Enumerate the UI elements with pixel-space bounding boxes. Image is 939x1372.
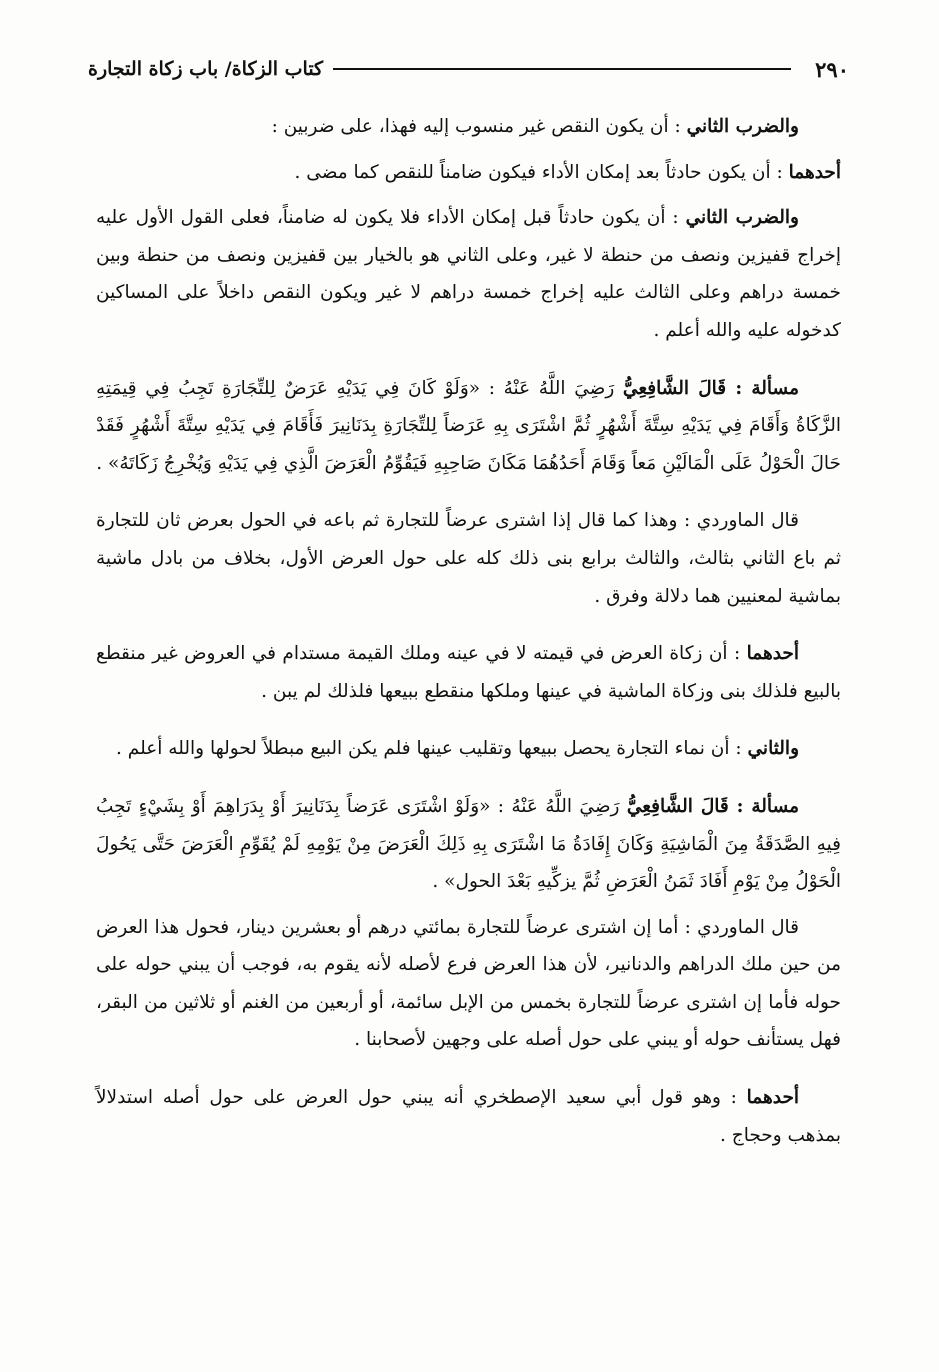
paragraph: [96, 154, 841, 192]
header-rule: [333, 68, 791, 70]
paragraph-lead: والضرب الثاني: [685, 207, 799, 229]
paragraph-text: : أن زكاة العرض في قيمته لا في عينه وملك القيمة مستدام في العروض غير منقطع بالبيع فلذلك بنى وزكاة الماشية في عينها وملكها منقطع ببيعها فلذلك لم يبن .: [96, 643, 841, 702]
paragraph-text: قال الماوردي : أما إن اشترى عرضاً للتجارة بمائتي درهم أو بعشرين دينار، فحول هذا العرض من حين ملك الدراهم والدنانير، لأن هذا العرض فرع لأصله لأنه يقوم به، فوجب أن يبني حوله على حوله فأما إن اشترى عرضاً للتجارة بخمس من الإبل سائمة، أو أربعين من الغنم أو ثلاثين من البقر، فهل يستأنف حوله أو يبني على حول أصله على وجهين لأصحابنا .: [96, 916, 841, 1051]
paragraph-lead: أحدهما: [746, 643, 799, 665]
paragraph: [96, 1079, 841, 1154]
paragraph-text: رَضِيَ اللَّهُ عَنْهُ : «وَلَوْ كَانَ فِي يَدَيْهِ عَرَضٌ لِلتِّجَارَةِ تَجِبُ فِي قِيمَتِهِ الزَّكَاةُ وَأَقَامَ فِي يَدَيْهِ سِتَّةَ أَشْهُرٍ ثُمَّ اشْتَرَى بِهِ عَرَضاً لِلتِّجَارَةِ بِدَنَانِيرَ فَأَقَامَ فِي يَدَيْهِ سِتَّةَ أَشْهُرٍ فَقَدْ حَالَ الْحَوْلُ عَلَى الْمَالَيْنِ مَعاً وَقَامَ أَحَدُهُمَا مَكَانَ صَاحِبِهِ فَيَقُوِّمُ الْعَرَضَ الَّذِي فِي يَدَيْهِ وَيُخْرِجُ زَكَاتَهُ» .: [96, 377, 841, 474]
page-header: [88, 52, 849, 86]
paragraph-lead: مسألة : قَالَ الشَّافِعِيُّ: [626, 795, 799, 817]
page-body: [96, 108, 841, 1162]
page-number: ٢٩٠: [815, 56, 849, 82]
paragraph: [96, 108, 841, 146]
paragraph-text: قال الماوردي : وهذا كما قال إذا اشترى عرضاً للتجارة ثم باعه في الحول بعرض ثان للتجارة ثم باع الثاني بثالث، والثالث برابع بنى ذلك كله على حول العرض الأول، بخلاف من بادل ماشية بماشية لمعنيين هما دلالة وفرق .: [96, 510, 841, 607]
paragraph-text: : أن نماء التجارة يحصل ببيعها وتقليب عينها فلم يكن البيع مبطلاً لحولها والله أعلم .: [116, 738, 742, 760]
paragraph: [96, 502, 841, 615]
paragraph-text: : أن يكون حادثاً قبل إمكان الأداء فلا يكون له ضامناً، فعلى القول الأول عليه إخراج قفيزين ونصف من حنطة لا غير، وعلى الثاني هو بالخيار بين قفيزين ونصف من حنطة وبين خمسة دراهم وعلى الثالث عليه إخراج خمسة دراهم لا غير ويكون النقص داخلاً على المساكين كدخوله عليه والله أعلم .: [96, 207, 841, 341]
paragraph-text: : أن يكون حادثاً بعد إمكان الأداء فيكون ضامناً للنقص كما مضى .: [294, 161, 783, 183]
running-title: كتاب الزكاة/ باب زكاة التجارة: [88, 58, 324, 80]
paragraph-text: : وهو قول أبي سعيد الإصطخري أنه يبني حول العرض على حول أصله استدلالاً بمذهب وحجاج .: [96, 1087, 841, 1146]
paragraph-text: رَضِيَ اللَّهُ عَنْهُ : «وَلَوْ اشْتَرَى عَرَضاً بِدَنَانِيرَ أَوْ بِدَرَاهِمَ أَوْ بِشَيْءٍ تَجِبُ فِيهِ الصَّدَقَةُ مِنَ الْمَاشِيَةِ وَكَانَ إِفَادَةُ مَا اشْتَرَى بِهِ ذَلِكَ الْعَرَضَ مِنْ يَوْمِهِ لَمْ يُقَوِّمِ الْعَرَضَ حَتَّى يَحُولَ الْحَوْلُ مِنْ يَوْمِ أَفَادَ ثَمَنُ الْعَرَضِ ثُمَّ يزكِّيهِ بَعْدَ الحول» .: [96, 795, 841, 893]
paragraph: [96, 788, 841, 901]
paragraph: [96, 730, 841, 768]
paragraph: [96, 635, 841, 710]
paragraph: [96, 370, 841, 483]
paragraph: [96, 199, 841, 349]
paragraph: [96, 909, 841, 1059]
paragraph-lead: والضرب الثاني: [686, 116, 799, 137]
paragraph-text: : أن يكون النقص غير منسوب إليه فهذا، على ضربين :: [271, 116, 681, 137]
paragraph-lead: أحدهما: [788, 161, 841, 183]
paragraph-lead: والثاني: [747, 738, 799, 760]
paragraph-lead: مسألة : قَالَ الشَّافِعِيُّ: [622, 377, 799, 399]
paragraph-lead: أحدهما: [746, 1087, 800, 1109]
